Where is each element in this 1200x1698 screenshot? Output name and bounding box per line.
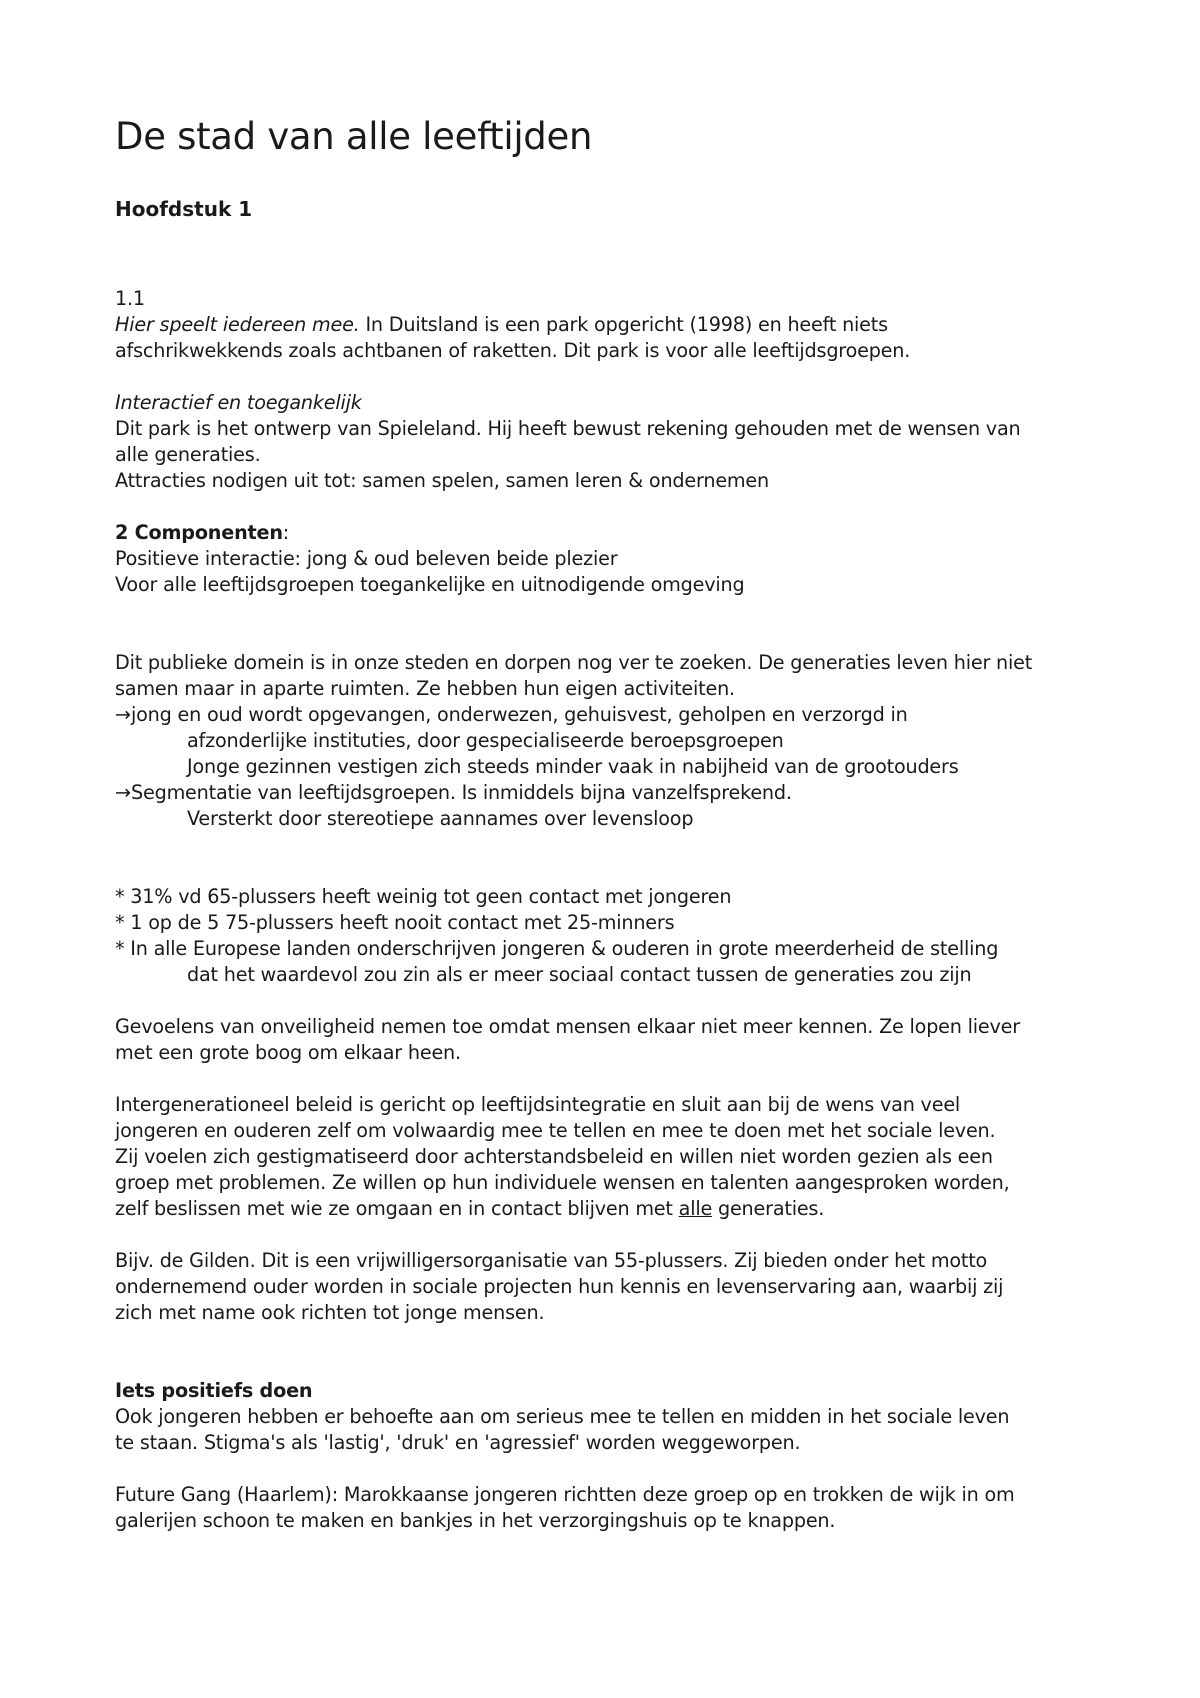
stat-item-3: * In alle Europese landen onderschrijven jongeren & ouderen in grote meerderheid de stelling — [115, 937, 999, 960]
arrow-item-1-indent-1: afzonderlijke instituties, door gespecialiseerde beroepsgroepen — [187, 729, 784, 752]
public-domain-line-1: Dit publieke domein is in onze steden en dorpen nog ver te zoeken. De generaties leven hier niet — [115, 651, 1033, 674]
positive-line-1: Ook jongeren hebben er behoefte aan om serieus mee te tellen en midden in het sociale leven — [115, 1405, 1010, 1428]
components-colon: : — [282, 521, 290, 544]
section-number: 1.1 — [115, 287, 145, 310]
components-line-2: Voor alle leeftijdsgroepen toegankelijke en uitnodigende omgeving — [115, 573, 745, 596]
feelings-line-2: met een grote boog om elkaar heen. — [115, 1041, 461, 1064]
future-gang-line-2: galerijen schoon te maken en bankjes in het verzorgingshuis op te knappen. — [115, 1509, 836, 1532]
policy-line-1: Intergenerationeel beleid is gericht op leeftijdsintegratie en sluit aan bij de wens van veel — [115, 1093, 961, 1116]
future-gang-line-1: Future Gang (Haarlem): Marokkaanse jongeren richtten deze groep op en trokken de wijk in om — [115, 1483, 1015, 1506]
arrow-right-icon: → — [115, 703, 130, 726]
stat-item-3-indent: dat het waardevol zou zin als er meer sociaal contact tussen de generaties zou zijn — [187, 963, 972, 986]
policy-line-5-before: zelf beslissen met wie ze omgaan en in contact blijven met — [115, 1197, 679, 1220]
interactive-line-3: Attracties nodigen uit tot: samen spelen, samen leren & ondernemen — [115, 469, 769, 492]
document-page — [115, 112, 1115, 1534]
positive-line-2: te staan. Stigma's als 'lastig', 'druk' en 'agressief' worden weggeworpen. — [115, 1431, 801, 1454]
policy-line-5-after: generaties. — [712, 1197, 825, 1220]
arrow-item-1 — [115, 702, 1115, 728]
stat-item-1: * 31% vd 65-plussers heeft weinig tot geen contact met jongeren — [115, 885, 732, 908]
policy-line-2: jongeren en ouderen zelf om volwaardig mee te tellen en mee te doen met het sociale leven. — [115, 1119, 996, 1142]
feelings-line-1: Gevoelens van onveiligheid nemen toe omdat mensen elkaar niet meer kennen. Ze lopen liever — [115, 1015, 1020, 1038]
components-heading-line — [115, 520, 1115, 546]
section-intro-line — [115, 312, 1115, 338]
arrow-item-2 — [115, 780, 1115, 806]
arrow-item-1-text: jong en oud wordt opgevangen, onderwezen, gehuisvest, geholpen en verzorgd in — [131, 703, 908, 726]
arrow-item-2-indent-1: Versterkt door stereotiepe aannames over levensloop — [187, 807, 694, 830]
arrow-item-2-text: Segmentatie van leeftijdsgroepen. Is inmiddels bijna vanzelfsprekend. — [131, 781, 792, 804]
document-body — [115, 222, 1115, 1534]
policy-line-3: Zij voelen zich gestigmatiseerd door achterstandsbeleid en willen niet worden gezien als een — [115, 1145, 993, 1168]
document-title: De stad van alle leeftijden — [115, 115, 593, 158]
stat-item-2: * 1 op de 5 75-plussers heeft nooit contact met 25-minners — [115, 911, 675, 934]
intro-italic-phrase: Hier speelt iedereen mee. — [115, 313, 360, 336]
intro-rest: In Duitsland is een park opgericht (1998) en heeft niets — [359, 313, 888, 336]
positive-heading: Iets positiefs doen — [115, 1379, 313, 1402]
interactive-heading: Interactief en toegankelijk — [115, 391, 362, 414]
interactive-line-1: Dit park is het ontwerp van Spieleland. Hij heeft bewust rekening gehouden met de wensen van — [115, 417, 1021, 440]
gilden-line-1: Bijv. de Gilden. Dit is een vrijwilligersorganisatie van 55-plussers. Zij bieden onder het motto — [115, 1249, 988, 1272]
policy-underlined-word: alle — [678, 1197, 713, 1220]
policy-line-5 — [115, 1196, 1115, 1222]
public-domain-line-2: samen maar in aparte ruimten. Ze hebben hun eigen activiteiten. — [115, 677, 735, 700]
interactive-line-2: alle generaties. — [115, 443, 261, 466]
components-line-1: Positieve interactie: jong & oud beleven beide plezier — [115, 547, 618, 570]
section-intro-line-2: afschrikwekkends zoals achtbanen of raketten. Dit park is voor alle leeftijdsgroepen. — [115, 339, 911, 362]
chapter-heading: Hoofdstuk 1 — [115, 197, 253, 221]
policy-line-4: groep met problemen. Ze willen op hun individuele wensen en talenten aangesproken worden, — [115, 1171, 1010, 1194]
arrow-right-icon: → — [115, 781, 130, 804]
gilden-line-2: ondernemend ouder worden in sociale projecten hun kennis en levenservaring aan, waarbij zij — [115, 1275, 1004, 1298]
arrow-item-1-indent-2: Jonge gezinnen vestigen zich steeds minder vaak in nabijheid van de grootouders — [187, 755, 959, 778]
gilden-line-3: zich met name ook richten tot jonge mensen. — [115, 1301, 545, 1324]
components-heading: 2 Componenten — [115, 521, 283, 544]
